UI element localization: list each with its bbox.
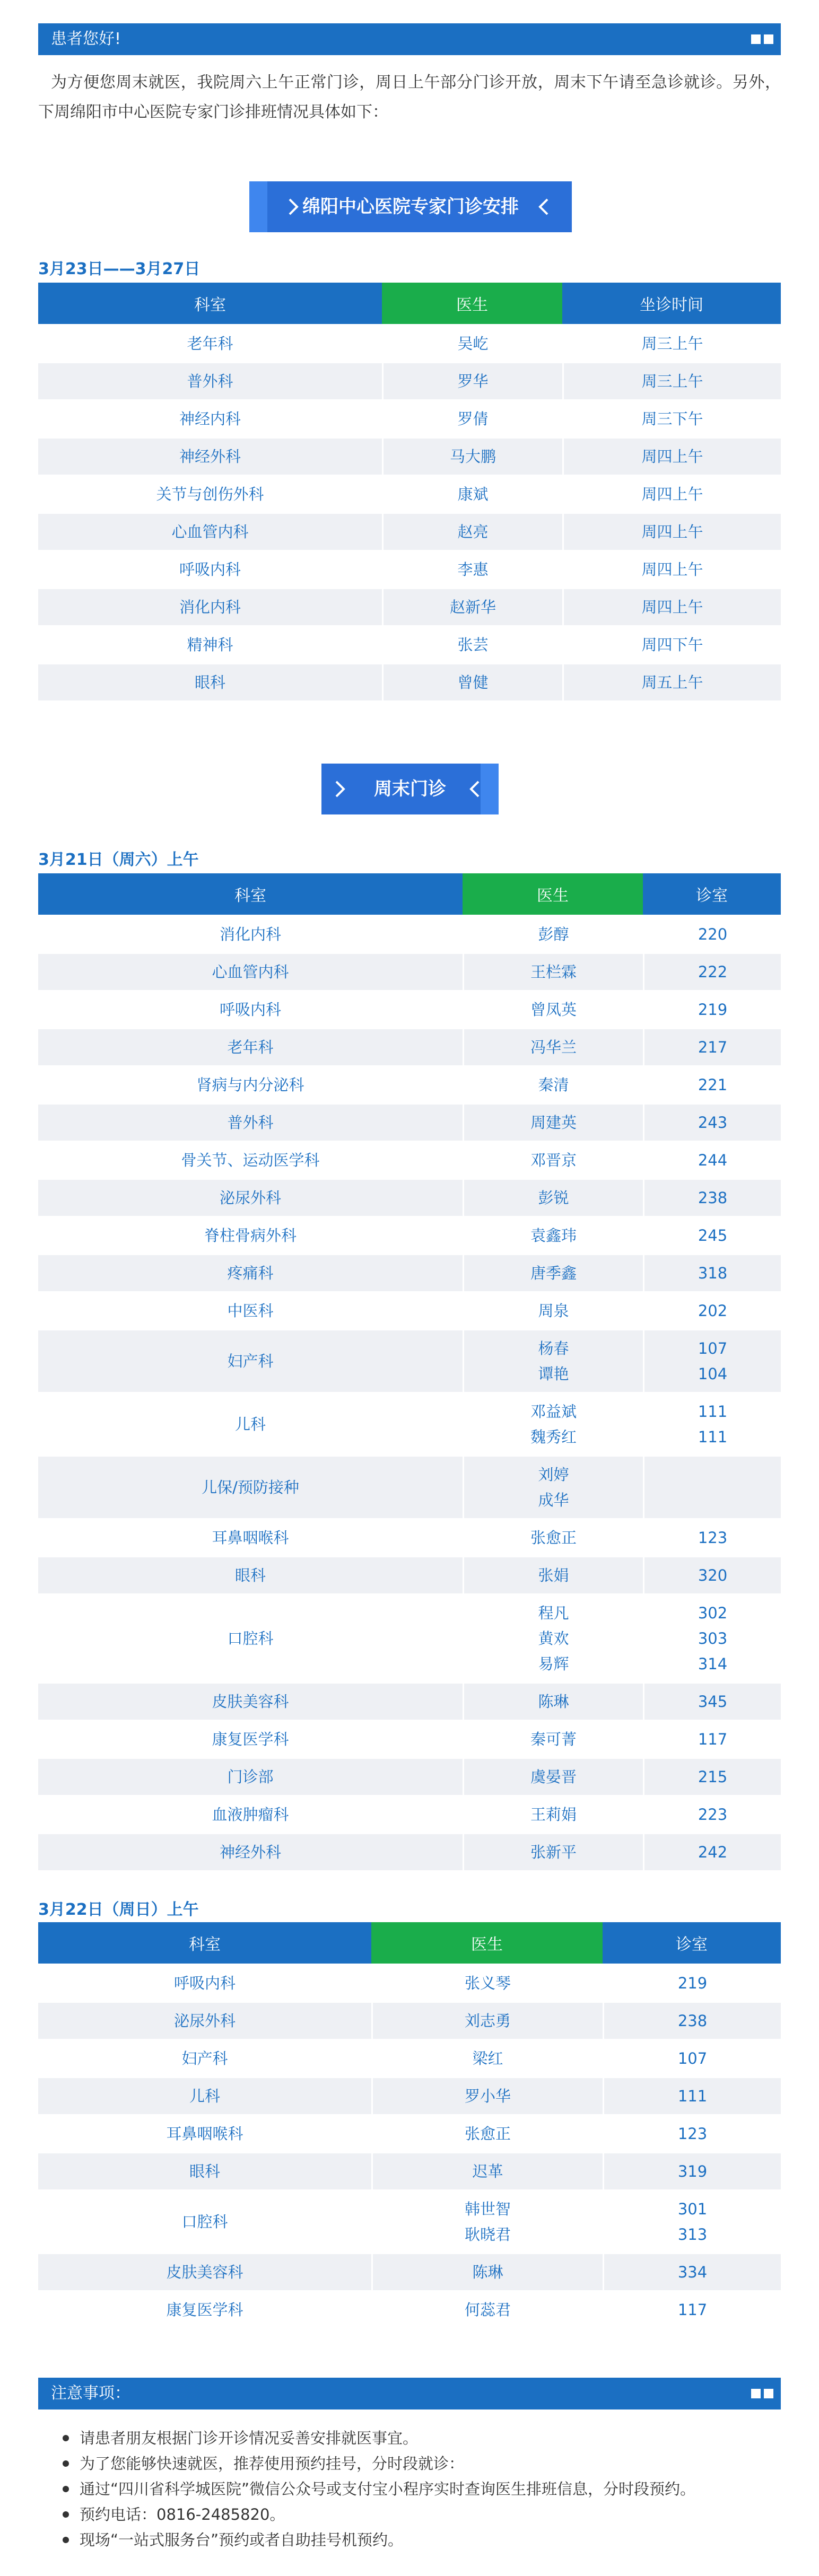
dept-cell: 泌尿外科	[38, 1180, 463, 1216]
time-cell: 周四下午	[562, 627, 781, 663]
expert-banner-title: 绵阳中心医院专家门诊安排	[302, 196, 519, 217]
doctor-cell	[463, 916, 643, 952]
chevron-left-icon	[538, 197, 550, 216]
doctor-cell	[463, 1595, 643, 1682]
dept-cell: 儿科	[38, 2078, 371, 2114]
doctor-name: 梁红	[472, 2049, 503, 2067]
doctor-cell	[371, 2078, 603, 2114]
dept-cell: 心血管内科	[38, 514, 382, 550]
doctor-cell	[463, 1217, 643, 1254]
room-number: 123	[677, 2125, 708, 2143]
room-cell	[643, 1595, 781, 1682]
doctor-cell	[463, 1067, 643, 1103]
table-row	[38, 954, 781, 990]
dept-cell: 肾病与内分泌科	[38, 1067, 463, 1103]
doctor-cell: 赵新华	[382, 589, 562, 625]
note-item: 请患者朋友根据门诊开诊情况妥善安排就医事宜。	[63, 2425, 781, 2451]
room-number: 107	[677, 2049, 708, 2067]
doctor-cell	[463, 1394, 643, 1455]
dept-cell: 心血管内科	[38, 954, 463, 990]
column-header-doctor: 医生	[463, 873, 643, 915]
doctor-name: 邓晋京	[530, 1151, 577, 1169]
dept-cell: 康复医学科	[38, 2292, 371, 2328]
time-cell: 周三下午	[562, 401, 781, 437]
doctor-cell	[463, 1797, 643, 1833]
table-row	[38, 1217, 781, 1254]
expert-banner	[249, 181, 572, 232]
dept-cell: 皮肤美容科	[38, 1684, 463, 1720]
dept-cell: 消化内科	[38, 916, 463, 952]
room-cell	[643, 1457, 781, 1518]
room-cell	[643, 1293, 781, 1329]
dept-cell: 疼痛科	[38, 1255, 463, 1291]
doctor-name: 杨春	[538, 1339, 569, 1357]
doctor-name: 魏秀红	[530, 1428, 577, 1446]
table-row	[38, 627, 781, 663]
room-cell	[643, 1684, 781, 1720]
doctor-name: 罗小华	[464, 2087, 511, 2105]
saturday-label: 3月21日（周六）上午	[38, 851, 199, 869]
room-cell	[643, 992, 781, 1028]
doctor-name: 唐季鑫	[530, 1264, 577, 1282]
room-number: 320	[698, 1566, 728, 1584]
table-row	[38, 1394, 781, 1455]
weekend-banner	[321, 764, 499, 814]
room-cell	[643, 1217, 781, 1254]
doctor-name: 周泉	[538, 1302, 569, 1320]
dept-cell: 耳鼻咽喉科	[38, 1520, 463, 1556]
room-cell	[643, 1029, 781, 1065]
saturday-table	[38, 872, 781, 1872]
time-cell: 周三上午	[562, 326, 781, 362]
table-header-row	[38, 873, 781, 915]
notes-title: 注意事项：	[51, 2384, 130, 2403]
room-number: 314	[698, 1655, 728, 1673]
doctor-name: 张义琴	[464, 1974, 511, 1992]
notes-header	[38, 2378, 781, 2409]
room-number: 117	[698, 1730, 728, 1748]
room-cell	[643, 1067, 781, 1103]
dept-cell: 眼科	[38, 664, 382, 700]
table-header-row	[38, 283, 781, 324]
dept-cell: 呼吸内科	[38, 992, 463, 1028]
table-row	[38, 1029, 781, 1065]
dept-cell: 中医科	[38, 1293, 463, 1329]
room-number: 202	[698, 1302, 728, 1320]
dept-cell: 普外科	[38, 363, 382, 399]
room-cell	[643, 1142, 781, 1178]
notes-section	[38, 2378, 781, 2553]
table-row	[38, 1834, 781, 1870]
table-row	[38, 1457, 781, 1518]
room-number: 219	[698, 1001, 728, 1019]
doctor-name: 陈琳	[538, 1693, 569, 1711]
room-number: 345	[698, 1693, 728, 1711]
time-cell: 周四上午	[562, 551, 781, 588]
doctor-cell	[463, 1105, 643, 1141]
room-cell	[643, 1520, 781, 1556]
room-number: 222	[698, 963, 728, 981]
weekend-banner-title: 周末门诊	[374, 778, 446, 800]
room-number: 303	[698, 1629, 728, 1648]
doctor-cell: 张芸	[382, 627, 562, 663]
dept-cell: 泌尿外科	[38, 2003, 371, 2039]
room-cell	[643, 1394, 781, 1455]
dept-cell: 耳鼻咽喉科	[38, 2116, 371, 2152]
room-number: 117	[677, 2301, 708, 2319]
table-row	[38, 2254, 781, 2290]
doctor-name: 刘志勇	[464, 2012, 511, 2030]
room-cell	[603, 2078, 781, 2114]
doctor-cell	[371, 2191, 603, 2253]
table-row	[38, 992, 781, 1028]
table-row	[38, 2153, 781, 2189]
table-row	[38, 514, 781, 550]
dept-cell: 妇产科	[38, 2040, 371, 2076]
doctor-cell	[371, 2040, 603, 2076]
room-cell	[643, 1105, 781, 1141]
dept-cell: 神经外科	[38, 1834, 463, 1870]
doctor-cell	[463, 1684, 643, 1720]
dept-cell: 呼吸内科	[38, 551, 382, 588]
table-row	[38, 1067, 781, 1103]
table-row	[38, 1520, 781, 1556]
dept-cell: 呼吸内科	[38, 1965, 371, 2001]
doctor-cell	[463, 992, 643, 1028]
table-row	[38, 1142, 781, 1178]
doctor-name: 周建英	[530, 1114, 577, 1132]
room-number: 219	[677, 1974, 708, 1992]
dept-cell: 骨关节、运动医学科	[38, 1142, 463, 1178]
room-number: 243	[698, 1114, 728, 1132]
doctor-name: 彭醇	[538, 925, 569, 943]
time-cell: 周三上午	[562, 363, 781, 399]
doctor-name: 袁鑫玮	[530, 1226, 577, 1245]
dept-cell: 血液肿瘤科	[38, 1797, 463, 1833]
table-row	[38, 1684, 781, 1720]
time-cell: 周四上午	[562, 514, 781, 550]
doctor-name: 王栏霖	[530, 963, 577, 981]
doctor-name: 刘婷	[538, 1466, 569, 1484]
doctor-cell: 罗华	[382, 363, 562, 399]
table-row	[38, 2040, 781, 2076]
chevron-left-icon	[469, 779, 481, 799]
doctor-name: 程凡	[538, 1604, 569, 1622]
room-number: 238	[677, 2012, 708, 2030]
dept-cell: 门诊部	[38, 1759, 463, 1795]
note-item: 现场“一站式服务台”预约或者自助挂号机预约。	[63, 2527, 781, 2553]
room-cell	[643, 1721, 781, 1757]
room-number: 319	[677, 2162, 708, 2180]
doctor-cell	[463, 1520, 643, 1556]
room-cell	[603, 2254, 781, 2290]
room-number: 123	[698, 1529, 728, 1547]
room-cell	[643, 1834, 781, 1870]
square-icon	[751, 2389, 761, 2398]
column-header-room: 诊室	[603, 1922, 781, 1964]
table-row	[38, 1721, 781, 1757]
square-icon	[764, 2389, 773, 2398]
doctor-name: 张愈正	[464, 2125, 511, 2143]
room-number: 334	[677, 2263, 708, 2281]
doctor-cell: 康斌	[382, 476, 562, 512]
room-number: 215	[698, 1768, 728, 1786]
doctor-cell	[463, 1759, 643, 1795]
doctor-cell	[371, 2254, 603, 2290]
room-number: 238	[698, 1189, 728, 1207]
greeting-title: 患者您好!	[51, 30, 121, 48]
time-cell: 周四上午	[562, 589, 781, 625]
doctor-name: 黄欢	[538, 1629, 569, 1648]
doctor-name: 韩世智	[464, 2200, 511, 2218]
dept-cell: 康复医学科	[38, 1721, 463, 1757]
dept-cell: 老年科	[38, 1029, 463, 1065]
dept-cell: 儿科	[38, 1394, 463, 1455]
dept-cell: 老年科	[38, 326, 382, 362]
doctor-cell	[463, 1834, 643, 1870]
doctor-cell: 吴屹	[382, 326, 562, 362]
doctor-name: 陈琳	[472, 2263, 503, 2281]
table-row	[38, 2292, 781, 2328]
doctor-cell	[463, 1180, 643, 1216]
sunday-label: 3月22日（周日）上午	[38, 1900, 199, 1919]
room-number: 104	[698, 1365, 728, 1383]
table-row	[38, 1595, 781, 1682]
table-row	[38, 401, 781, 437]
column-header-dept: 科室	[38, 1922, 371, 1964]
doctor-name: 冯华兰	[530, 1038, 577, 1056]
doctor-cell	[463, 954, 643, 990]
square-icon	[764, 34, 773, 44]
doctor-cell	[463, 1457, 643, 1518]
room-cell	[603, 2191, 781, 2253]
table-row	[38, 589, 781, 625]
doctor-name: 成华	[538, 1491, 569, 1509]
dept-cell: 儿保/预防接种	[38, 1457, 463, 1518]
doctor-cell	[371, 1965, 603, 2001]
table-row	[38, 1759, 781, 1795]
doctor-cell	[463, 1330, 643, 1392]
column-header-dept: 科室	[38, 283, 382, 324]
doctor-cell	[371, 2116, 603, 2152]
room-number: 245	[698, 1226, 728, 1245]
doctor-cell	[463, 1721, 643, 1757]
room-cell	[643, 916, 781, 952]
room-number: 244	[698, 1151, 728, 1169]
column-header-room: 诊室	[643, 873, 781, 915]
dept-cell: 普外科	[38, 1105, 463, 1141]
doctor-cell	[463, 1029, 643, 1065]
dept-cell: 脊柱骨病外科	[38, 1217, 463, 1254]
doctor-name: 秦可菁	[530, 1730, 577, 1748]
column-header-dept: 科室	[38, 873, 463, 915]
table-row	[38, 1965, 781, 2001]
note-item: 预约电话：0816-2485820。	[63, 2502, 781, 2527]
dept-cell: 关节与创伤外科	[38, 476, 382, 512]
sunday-table	[38, 1921, 781, 2329]
room-number: 111	[698, 1403, 728, 1421]
dept-cell: 精神科	[38, 627, 382, 663]
expert-schedule-table	[38, 281, 781, 702]
room-cell	[643, 1759, 781, 1795]
intro-paragraph: 为方便您周末就医，我院周六上午正常门诊，周日上午部分门诊开放，周末下午请至急诊就诊。另外，下周绵阳市中心医院专家门诊排班情况具体如下：	[38, 73, 781, 121]
table-row	[38, 1105, 781, 1141]
doctor-cell: 赵亮	[382, 514, 562, 550]
dept-cell: 消化内科	[38, 589, 382, 625]
doctor-cell	[463, 1255, 643, 1291]
doctor-name: 谭艳	[538, 1365, 569, 1383]
square-icon	[751, 34, 761, 44]
table-header-row	[38, 1922, 781, 1964]
room-number: 220	[698, 925, 728, 943]
dept-cell: 妇产科	[38, 1330, 463, 1392]
room-cell	[643, 954, 781, 990]
table-row	[38, 326, 781, 362]
room-cell	[603, 2040, 781, 2076]
room-cell	[603, 2292, 781, 2328]
room-number: 318	[698, 1264, 728, 1282]
table-row	[38, 1293, 781, 1329]
doctor-name: 曾凤英	[530, 1001, 577, 1019]
table-row	[38, 1797, 781, 1833]
doctor-name: 张愈正	[530, 1529, 577, 1547]
doctor-name: 邓益斌	[530, 1403, 577, 1421]
room-number: 111	[677, 2087, 708, 2105]
table-row	[38, 2003, 781, 2039]
table-row	[38, 2116, 781, 2152]
time-cell: 周四上午	[562, 476, 781, 512]
room-cell	[603, 1965, 781, 2001]
notes-list	[38, 2425, 781, 2553]
dept-cell: 口腔科	[38, 2191, 371, 2253]
doctor-name: 虞晏晋	[530, 1768, 577, 1786]
doctor-cell: 马大鹏	[382, 439, 562, 475]
room-number: 302	[698, 1604, 728, 1622]
doctor-cell	[371, 2292, 603, 2328]
greeting-header	[38, 23, 781, 55]
doctor-cell: 李惠	[382, 551, 562, 588]
room-cell	[643, 1180, 781, 1216]
table-row	[38, 439, 781, 475]
expert-date-range: 3月23日——3月27日	[38, 260, 201, 278]
doctor-cell	[371, 2153, 603, 2189]
table-row	[38, 2078, 781, 2114]
table-row	[38, 476, 781, 512]
dept-cell: 神经内科	[38, 401, 382, 437]
room-number: 242	[698, 1843, 728, 1861]
dept-cell: 口腔科	[38, 1595, 463, 1682]
time-cell: 周五上午	[562, 664, 781, 700]
doctor-cell	[463, 1557, 643, 1593]
room-cell	[643, 1797, 781, 1833]
dept-cell: 神经外科	[38, 439, 382, 475]
room-cell	[643, 1330, 781, 1392]
note-item: 通过“四川省科学城医院”微信公众号或支付宝小程序实时查询医生排班信息，分时段预约。	[63, 2476, 781, 2502]
room-number: 301	[677, 2200, 708, 2218]
doctor-cell: 曾健	[382, 664, 562, 700]
doctor-name: 耿晓君	[464, 2225, 511, 2244]
table-row	[38, 1180, 781, 1216]
room-number: 111	[698, 1428, 728, 1446]
dept-cell: 眼科	[38, 1557, 463, 1593]
table-row	[38, 363, 781, 399]
room-number: 313	[677, 2225, 708, 2244]
room-number: 107	[698, 1339, 728, 1357]
column-header-time: 坐诊时间	[562, 283, 781, 324]
table-row	[38, 664, 781, 700]
room-cell	[603, 2153, 781, 2189]
dept-cell: 皮肤美容科	[38, 2254, 371, 2290]
table-row	[38, 2191, 781, 2253]
doctor-cell: 罗倩	[382, 401, 562, 437]
dept-cell: 眼科	[38, 2153, 371, 2189]
doctor-name: 张娟	[538, 1566, 569, 1584]
doctor-cell	[463, 1142, 643, 1178]
room-cell	[643, 1557, 781, 1593]
room-number: 217	[698, 1038, 728, 1056]
time-cell: 周四上午	[562, 439, 781, 475]
room-cell	[643, 1255, 781, 1291]
doctor-name: 何蕊君	[464, 2301, 511, 2319]
doctor-cell	[463, 1293, 643, 1329]
doctor-name: 张新平	[530, 1843, 577, 1861]
doctor-name: 王莉娟	[530, 1806, 577, 1824]
column-header-doctor: 医生	[382, 283, 562, 324]
doctor-name: 秦清	[538, 1076, 569, 1094]
table-row	[38, 551, 781, 588]
note-item: 为了您能够快速就医，推荐使用预约挂号，分时段就诊：	[63, 2451, 781, 2476]
table-row	[38, 1255, 781, 1291]
table-row	[38, 916, 781, 952]
doctor-cell	[371, 2003, 603, 2039]
column-header-doctor: 医生	[371, 1922, 603, 1964]
room-number: 223	[698, 1806, 728, 1824]
doctor-name: 易辉	[538, 1655, 569, 1673]
room-number: 221	[698, 1076, 728, 1094]
table-row	[38, 1557, 781, 1593]
doctor-name: 彭锐	[538, 1189, 569, 1207]
table-row	[38, 1330, 781, 1392]
banner-right-cap	[481, 764, 499, 814]
doctor-name: 迟革	[472, 2162, 503, 2180]
room-cell	[603, 2116, 781, 2152]
room-cell	[603, 2003, 781, 2039]
